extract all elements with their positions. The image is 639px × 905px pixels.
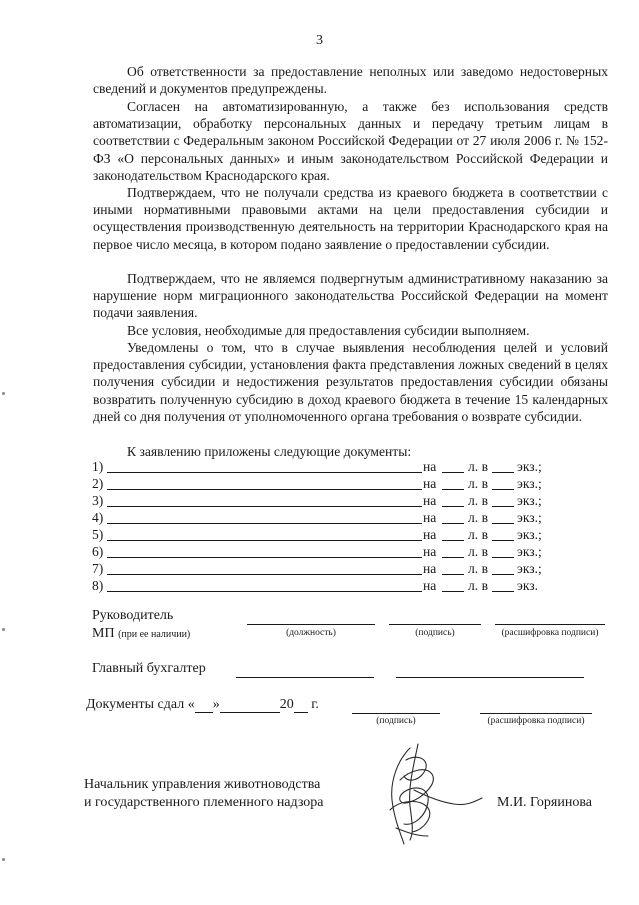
copies-suffix: экз.;: [517, 459, 542, 474]
pages-field[interactable]: [442, 472, 464, 473]
copies-suffix: экз.: [517, 578, 539, 593]
submitted-quote-close: »: [212, 697, 220, 712]
copies-suffix: экз.;: [517, 544, 542, 559]
paragraph-attached-documents: К заявлению приложены следующие документы:: [127, 444, 412, 459]
document-row: [92, 543, 552, 560]
document-row: [92, 475, 552, 492]
submitted-label: Документы сдал «: [86, 697, 195, 712]
head-position-field[interactable]: [247, 624, 375, 625]
pages-field[interactable]: [442, 574, 464, 575]
document-title-field[interactable]: [107, 472, 422, 473]
position-caption: (должность): [286, 628, 336, 638]
copies-prefix: л. в: [468, 459, 488, 474]
copies-prefix: л. в: [468, 493, 488, 508]
document-number: 3): [92, 493, 104, 508]
submitted-year-prefix: 20: [279, 697, 294, 712]
document-number: 4): [92, 510, 104, 525]
head-transcript-field[interactable]: [495, 624, 605, 625]
margin-mark: [2, 858, 5, 861]
copies-field[interactable]: [492, 472, 514, 473]
submitted-year-suffix: г.: [311, 697, 319, 712]
document-title-field[interactable]: [107, 506, 422, 507]
copies-field[interactable]: [492, 523, 514, 524]
pages-prefix: на: [423, 544, 437, 559]
mp-label: [92, 626, 190, 642]
copies-prefix: л. в: [468, 527, 488, 542]
submitted-signature-field[interactable]: [352, 713, 440, 714]
handwritten-signature: [370, 740, 485, 850]
pages-prefix: на: [423, 459, 437, 474]
paragraph-no-administrative-penalty: Подтверждаем, что не являемся подвергнутым административному наказанию за нарушение норм миграционного законодательства Российской Федерации на момент подачи заявления.: [93, 271, 608, 321]
pages-prefix: на: [423, 493, 437, 508]
copies-prefix: л. в: [468, 510, 488, 525]
signature-caption-2: (подпись): [376, 716, 416, 726]
submitted-line: [86, 697, 319, 713]
submitted-day-field[interactable]: [195, 698, 213, 713]
pages-field[interactable]: [442, 489, 464, 490]
signature-caption: (подпись): [415, 628, 455, 638]
paragraph-conditions-met: Все условия, необходимые для предоставления субсидии выполняем.: [127, 323, 530, 338]
pages-prefix: на: [423, 578, 437, 593]
copies-suffix: экз.;: [517, 476, 542, 491]
document-row: [92, 577, 552, 594]
paragraph-no-budget-funds: Подтверждаем, что не получали средства из краевого бюджета в соответствии с иными нормативными правовыми актами на цели предоставления субсидии и осуществления производственную деятельность на территории Краснодарского края на первое число месяца, в котором подано заявление о предоставлении субсидии.: [93, 185, 608, 252]
accountant-signature-field[interactable]: [236, 677, 374, 678]
document-title-field[interactable]: [107, 540, 422, 541]
copies-field[interactable]: [492, 574, 514, 575]
document-title-field[interactable]: [107, 489, 422, 490]
paragraph-refund-notice: Уведомлены о том, что в случае выявления несоблюдения целей и условий предоставления субсидии, установления факта представления ложных сведений в целях получения субсидии и недостижения результатов предоставления субсидии обязаны возвратить полученную субсидию в доход краевого бюджета в течение 15 календарных дней со дня получения от уполномоченного органа требования о возврате субсидии.: [93, 340, 608, 424]
copies-suffix: экз.;: [517, 493, 542, 508]
copies-suffix: экз.;: [517, 510, 542, 525]
pages-prefix: на: [423, 510, 437, 525]
pages-field[interactable]: [442, 523, 464, 524]
pages-field[interactable]: [442, 540, 464, 541]
margin-mark: [2, 628, 5, 631]
document-number: 7): [92, 561, 104, 576]
copies-prefix: л. в: [468, 561, 488, 576]
transcript-caption-2: (расшифровка подписи): [487, 716, 585, 726]
margin-mark: [2, 392, 5, 395]
accountant-label: Главный бухгалтер: [92, 661, 206, 676]
official-name: М.И. Горяинова: [497, 795, 592, 810]
transcript-caption: (расшифровка подписи): [501, 628, 599, 638]
document-number: 6): [92, 544, 104, 559]
head-label: Руководитель: [92, 608, 174, 623]
pages-field[interactable]: [442, 591, 464, 592]
official-title-line1: Начальник управления животноводства: [84, 777, 321, 792]
paragraph-responsibility: Об ответственности за предоставление неполных или заведомо недостоверных сведений и документов предупреждены.: [93, 64, 608, 97]
submitted-transcript-field[interactable]: [480, 713, 592, 714]
paragraph-personal-data-consent: Согласен на автоматизированную, а также без использования средств автоматизации, обработку персональных данных и передачу третьим лицам в соответствии с Федеральным законом Российской Федерации от 27 июля 2006 г. № 152-ФЗ «О персональных данных» и иным законодательством Российской Федерации и законодательством Краснодарского края.: [93, 99, 608, 183]
copies-field[interactable]: [492, 540, 514, 541]
document-row: [92, 560, 552, 577]
copies-prefix: л. в: [468, 476, 488, 491]
document-title-field[interactable]: [107, 574, 422, 575]
document-title-field[interactable]: [107, 591, 422, 592]
document-row: [92, 458, 552, 475]
pages-prefix: на: [423, 561, 437, 576]
copies-field[interactable]: [492, 557, 514, 558]
copies-field[interactable]: [492, 506, 514, 507]
pages-field[interactable]: [442, 506, 464, 507]
copies-field[interactable]: [492, 489, 514, 490]
pages-field[interactable]: [442, 557, 464, 558]
accountant-transcript-field[interactable]: [396, 677, 584, 678]
document-row: [92, 526, 552, 543]
copies-field[interactable]: [492, 591, 514, 592]
head-signature-field[interactable]: [389, 624, 481, 625]
document-title-field[interactable]: [107, 523, 422, 524]
pages-prefix: на: [423, 527, 437, 542]
official-title-line2: и государственного племенного надзора: [84, 795, 324, 810]
copies-suffix: экз.;: [517, 561, 542, 576]
submitted-year-field[interactable]: [294, 698, 308, 713]
copies-prefix: л. в: [468, 544, 488, 559]
document-number: 2): [92, 476, 104, 491]
document-row: [92, 509, 552, 526]
document-row: [92, 492, 552, 509]
mp-note: (при ее наличии): [118, 629, 191, 640]
copies-suffix: экз.;: [517, 527, 542, 542]
copies-prefix: л. в: [468, 578, 488, 593]
submitted-month-field[interactable]: [220, 698, 280, 713]
document-number: 1): [92, 459, 104, 474]
pages-prefix: на: [423, 476, 437, 491]
page-number: 3: [316, 33, 323, 48]
document-number: 8): [92, 578, 104, 593]
document-number: 5): [92, 527, 104, 542]
document-title-field[interactable]: [107, 557, 422, 558]
mp-text: МП: [92, 626, 115, 641]
